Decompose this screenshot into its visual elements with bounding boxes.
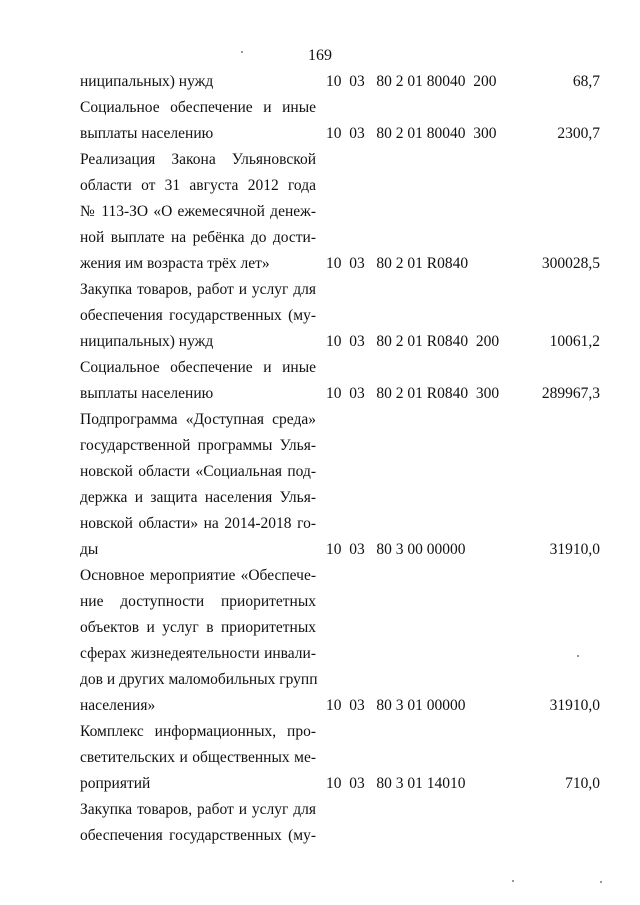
row-text-line: № 113-ЗО «О ежемесячной денеж- (80, 203, 316, 220)
row-text-line: Закупка товаров, работ и услуг для (80, 281, 316, 298)
row-text-line: Комплекс информационных, про- (80, 723, 316, 740)
row-codes: 10 03 80 2 01 R0840 200 (326, 333, 500, 350)
row-text-line: обеспечения государственных (му- (80, 827, 316, 844)
row-codes: 10 03 80 2 01 R0840 (326, 255, 469, 272)
scan-speck (512, 880, 514, 882)
row-codes: 10 03 80 2 01 80040 200 (326, 73, 497, 90)
row-text-line: Закупка товаров, работ и услуг для (80, 801, 316, 818)
row-codes: 10 03 80 3 01 00000 (326, 697, 466, 714)
row-sum: 68,7 (572, 73, 600, 90)
row-text-line: Основное мероприятие «Обеспече- (80, 567, 316, 584)
row-sum: 289967,3 (541, 385, 600, 402)
row-sum: 31910,0 (549, 541, 600, 558)
row-text-line: дов и других маломобильных групп (80, 671, 318, 688)
row-text-line: Реализация Закона Ульяновской (80, 151, 316, 168)
row-text-line: ной выплате на ребёнка до дости- (80, 229, 316, 246)
row-text-line: Социальное обеспечение и иные (80, 99, 316, 116)
row-text-line: ние доступности приоритетных (80, 593, 316, 610)
row-sum: 10061,2 (549, 333, 600, 350)
row-text-line: области от 31 августа 2012 года (80, 177, 316, 194)
row-text-line: объектов и услуг в приоритетных (80, 619, 316, 636)
row-text-line: жения им возраста трёх лет» (80, 255, 270, 272)
row-text-line: светительских и общественных ме- (80, 749, 316, 766)
row-text-line: обеспечения государственных (му- (80, 307, 316, 324)
row-text-line: ды (80, 541, 99, 558)
row-text-line: ниципальных) нужд (80, 333, 214, 350)
row-text-line: Социальное обеспечение и иные (80, 359, 316, 376)
row-sum: 300028,5 (541, 255, 600, 272)
row-text-line: роприятий (80, 775, 151, 792)
page-number: 169 (308, 47, 332, 64)
row-text-line: новской области «Социальная под- (80, 463, 316, 480)
row-sum: 2300,7 (557, 125, 600, 142)
row-codes: 10 03 80 3 01 14010 (326, 775, 466, 792)
row-text-line: новской области» на 2014-2018 го- (80, 515, 316, 532)
scan-speck (600, 881, 602, 883)
row-text-line: выплаты населению (80, 125, 214, 142)
row-text-line: населения» (80, 697, 156, 714)
scan-speck (577, 655, 579, 657)
row-text-line: держка и защита населения Улья- (80, 489, 316, 506)
row-codes: 10 03 80 3 00 00000 (326, 541, 466, 558)
row-text-line: ниципальных) нужд (80, 73, 214, 90)
row-text-line: выплаты населению (80, 385, 214, 402)
row-text-line: государственной программы Улья- (80, 437, 316, 454)
row-codes: 10 03 80 2 01 80040 300 (326, 125, 497, 142)
row-text-line: Подпрограмма «Доступная среда» (80, 411, 316, 428)
row-sum: 31910,0 (549, 697, 600, 714)
scan-speck (241, 51, 243, 53)
row-sum: 710,0 (565, 775, 600, 792)
row-text-line: сферах жизнедеятельности инвали- (80, 645, 316, 662)
row-codes: 10 03 80 2 01 R0840 300 (326, 385, 500, 402)
